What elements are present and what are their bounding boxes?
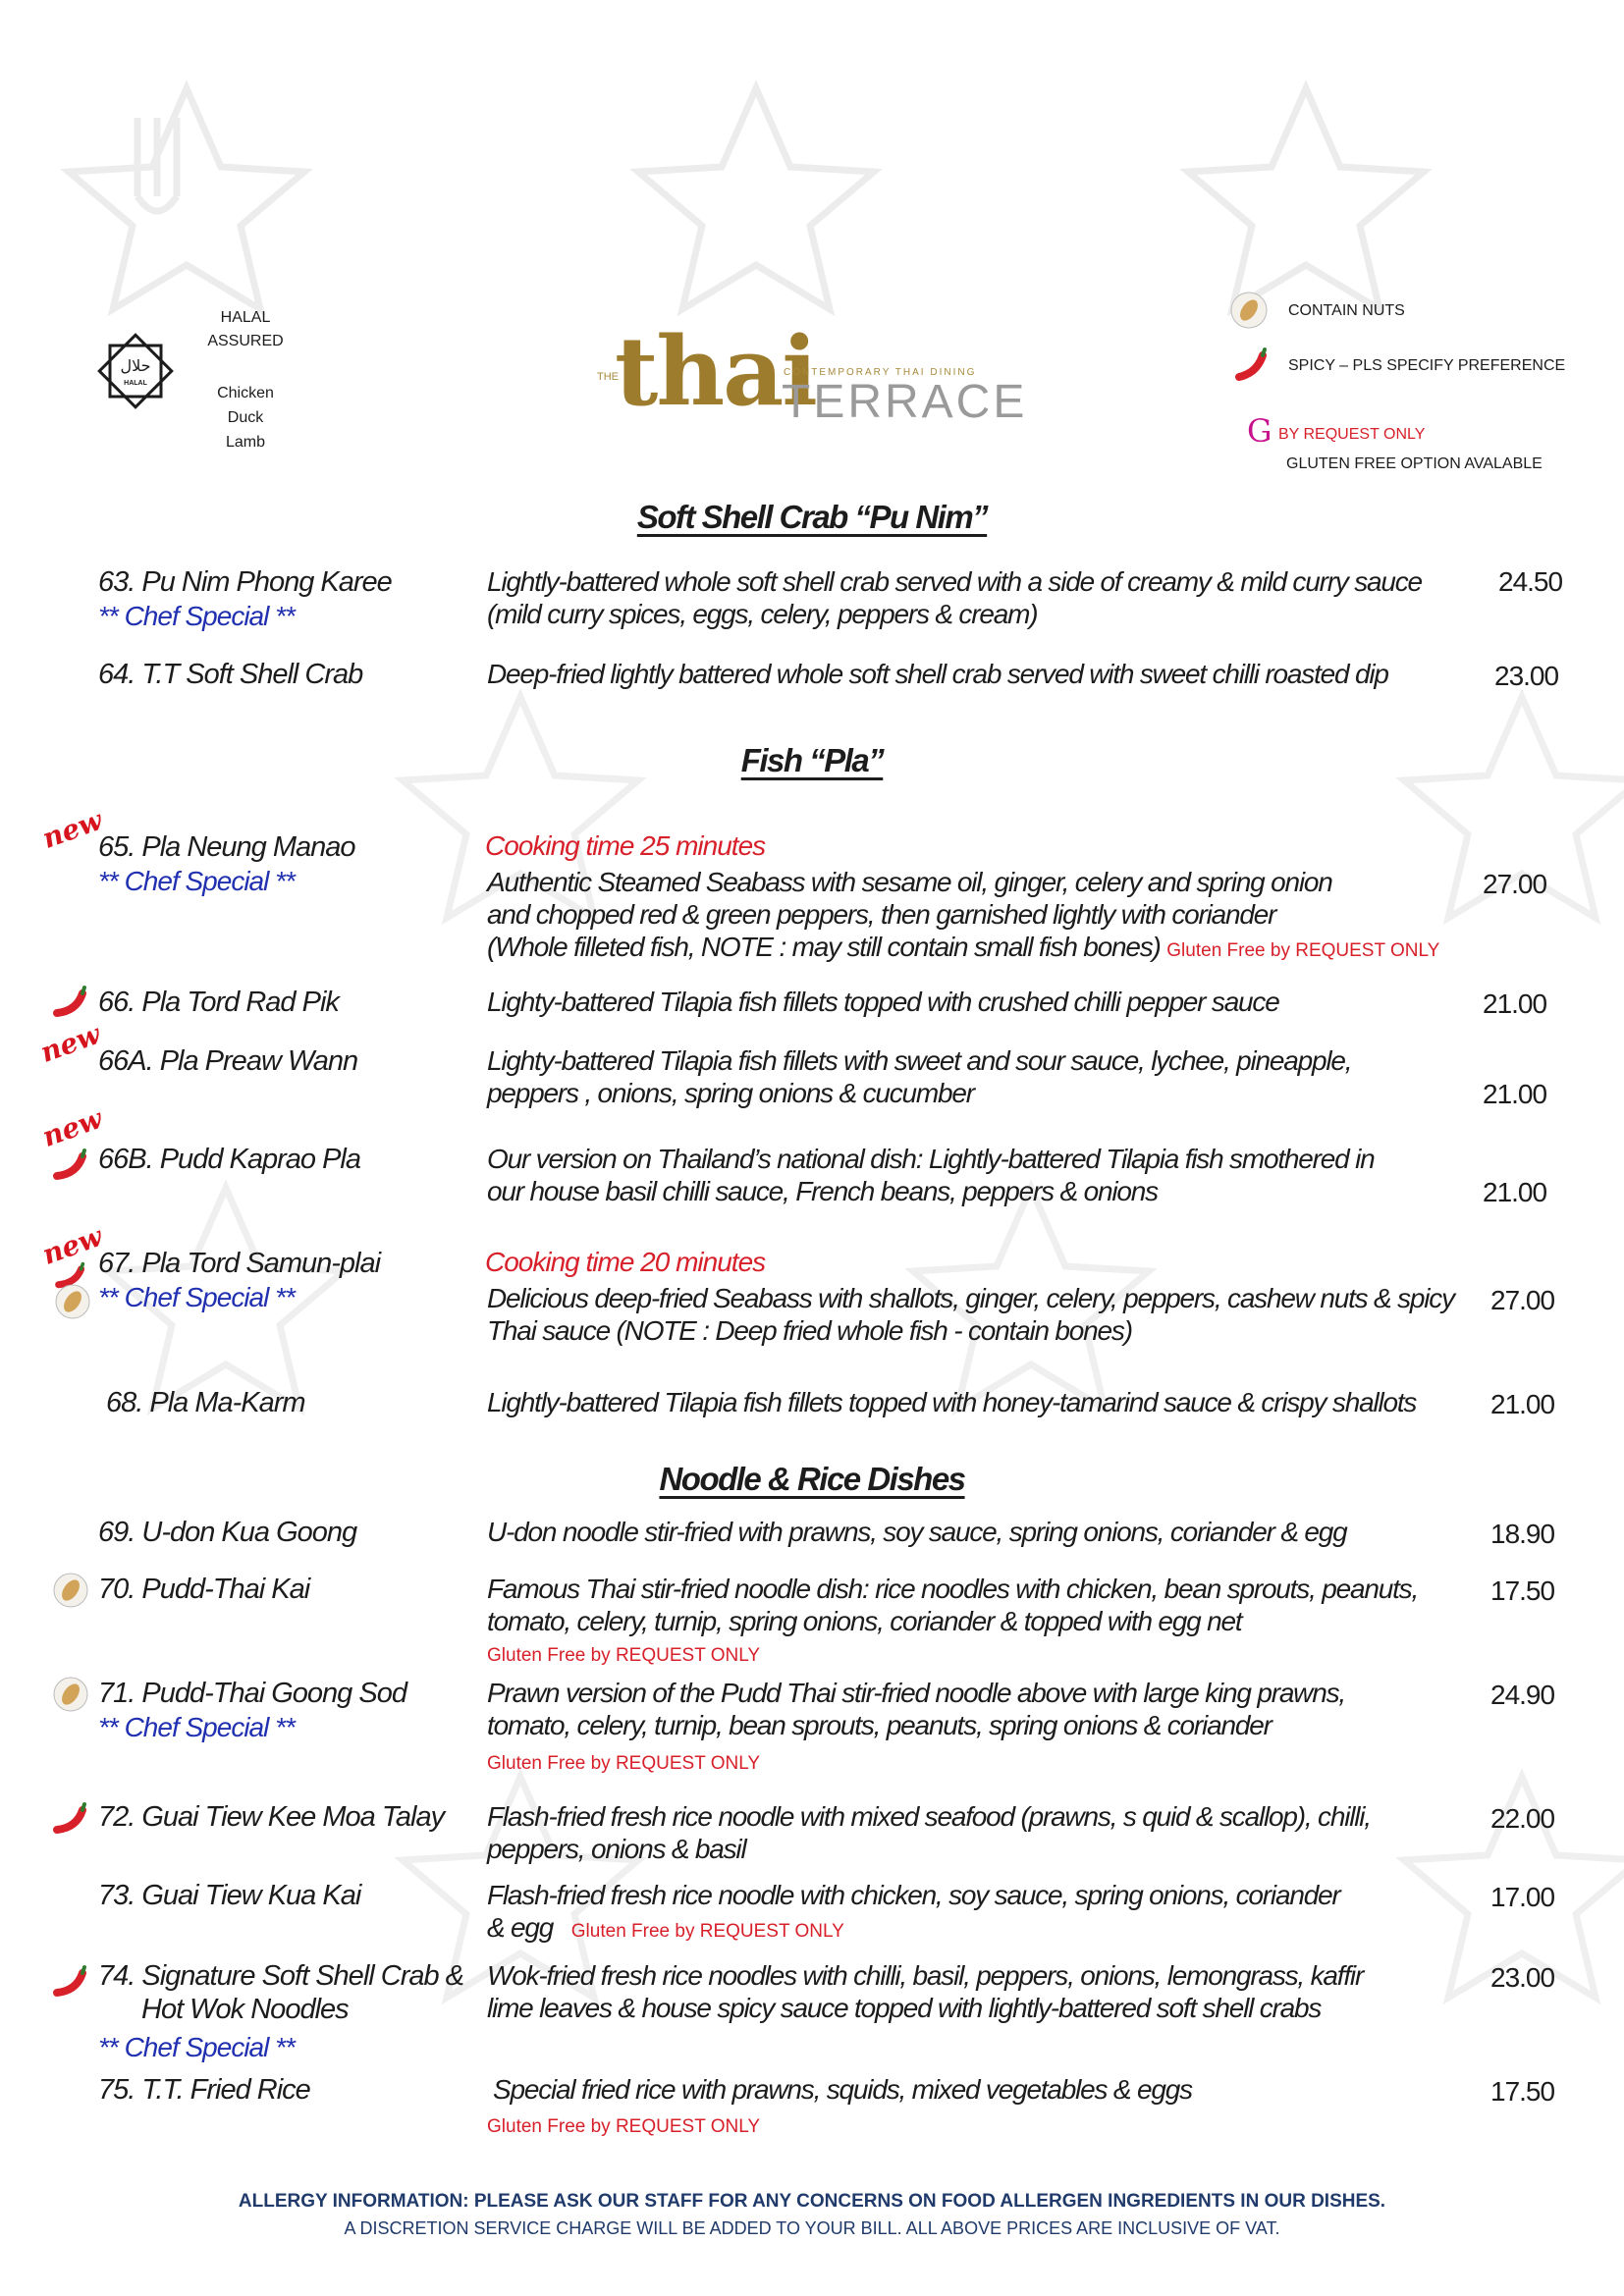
chef-special-65: ** Chef Special ** xyxy=(98,866,295,896)
logo-terrace: TERRACE xyxy=(782,376,1028,428)
meat-item: Lamb xyxy=(225,434,266,451)
dish-name-71: 71. Pudd-Thai Goong Sod xyxy=(98,1678,406,1709)
dish-name-70: 70. Pudd-Thai Kai xyxy=(98,1574,310,1605)
dish-price-63: 24.50 xyxy=(1498,566,1563,597)
dish-price-70: 17.50 xyxy=(1490,1575,1555,1606)
dish-name-67: 67. Pla Tord Samun-plai xyxy=(98,1248,381,1279)
legend-nuts: CONTAIN NUTS xyxy=(1288,302,1405,319)
dish-price-65: 27.00 xyxy=(1483,869,1547,899)
dish-name-66: 66. Pla Tord Rad Pik xyxy=(98,987,339,1018)
dish-name-74: 74. Signature Soft Shell Crab & Hot Wok Noodles xyxy=(98,1960,464,2025)
dish-desc-63: Lightly-battered whole soft shell crab served with a side of creamy & mild curry sauce (mild curry spices, eggs, celery, peppers & cream) xyxy=(487,566,1422,629)
chili-icon xyxy=(1231,344,1271,383)
legend-gluten-option: GLUTEN FREE OPTION AVALABLE xyxy=(1286,455,1543,472)
legend-gluten-request: BY REQUEST ONLY xyxy=(1278,426,1426,443)
dish-desc-68: Lightly-battered Tilapia fish fillets topped with honey-tamarind sauce & crispy shallots xyxy=(487,1387,1417,1417)
dish-price-67: 27.00 xyxy=(1490,1285,1555,1315)
dish-price-72: 22.00 xyxy=(1490,1803,1555,1834)
meat-item: Duck xyxy=(227,409,264,426)
chili-icon xyxy=(51,982,90,1021)
dish-desc-66b: Our version on Thailand’s national dish: Lightly-battered Tilapia fish smothered in our house basil chilli sauce, French beans, peppers & onions xyxy=(487,1144,1375,1206)
peanut-icon xyxy=(53,1282,92,1321)
dish-price-64: 23.00 xyxy=(1494,661,1559,691)
new-badge: new xyxy=(37,1101,107,1153)
peanut-icon xyxy=(1229,291,1269,330)
dish-price-71: 24.90 xyxy=(1490,1680,1555,1710)
restaurant-logo xyxy=(589,316,1028,442)
halal-label xyxy=(196,306,295,353)
dish-name-66b: 66B. Pudd Kaprao Pla xyxy=(98,1144,360,1175)
gluten-free-note-71: Gluten Free by REQUEST ONLY xyxy=(487,1753,761,1774)
new-badge: new xyxy=(37,803,107,855)
section-title-noodle: Noodle & Rice Dishes xyxy=(659,1461,965,1497)
dish-desc-67: Delicious deep-fried Seabass with shallots, ginger, celery, peppers, cashew nuts & spicy Thai sauce (NOTE : Deep fried whole fish - contain bones) xyxy=(487,1283,1454,1346)
dish-name-66a: 66A. Pla Preaw Wann xyxy=(98,1045,358,1077)
logo-thai: thai xyxy=(615,316,816,427)
dish-price-74: 23.00 xyxy=(1490,1962,1555,1993)
dish-name-64: 64. T.T Soft Shell Crab xyxy=(98,659,363,690)
dish-desc-66: Lighty-battered Tilapia fish fillets topped with crushed chilli pepper sauce xyxy=(487,987,1279,1017)
logo-tagline: CONTEMPORARY THAI DINING xyxy=(784,367,977,378)
dish-desc-75: Special fried rice with prawns, squids, mixed vegetables & eggs xyxy=(493,2074,1192,2105)
vat-notice: A DISCRETION SERVICE CHARGE WILL BE ADDED TO YOUR BILL. ALL ABOVE PRICES ARE INCLUSIVE OF VAT. xyxy=(344,2218,1280,2238)
dish-desc-69: U-don noodle stir-fried with prawns, soy sauce, spring onions, coriander & egg xyxy=(487,1517,1347,1547)
dish-desc-74: Wok-fried fresh rice noodles with chilli, basil, peppers, onions, lemongrass, kaffir lime leaves & house spicy sauce topped with lightly-battered soft shell crabs xyxy=(487,1960,1364,2023)
dish-name-68: 68. Pla Ma-Karm xyxy=(106,1387,305,1418)
chef-special-74: ** Chef Special ** xyxy=(98,2032,295,2062)
watermark-logo xyxy=(609,59,903,353)
halal-meat-list xyxy=(196,381,295,454)
dish-price-73: 17.00 xyxy=(1490,1882,1555,1912)
new-badge: new xyxy=(37,1219,107,1271)
section-title-fish: Fish “Pla” xyxy=(740,742,884,778)
gluten-free-note-70: Gluten Free by REQUEST ONLY xyxy=(487,1645,761,1666)
dish-price-66: 21.00 xyxy=(1483,988,1547,1019)
dish-name-72: 72. Guai Tiew Kee Moa Talay xyxy=(98,1801,445,1833)
gluten-free-note-65: Gluten Free by REQUEST ONLY xyxy=(1166,940,1440,961)
legend-spicy: SPICY – PLS SPECIFY PREFERENCE xyxy=(1288,357,1566,374)
dish-price-66b: 21.00 xyxy=(1483,1177,1547,1207)
dish-desc-71: Prawn version of the Pudd Thai stir-fried noodle above with large king prawns, tomato, celery, turnip, bean sprouts, peanuts, spring onions & coriander xyxy=(487,1678,1345,1740)
dish-desc-64: Deep-fried lightly battered whole soft shell crab served with sweet chilli roasted dip xyxy=(487,659,1388,689)
dish-desc-65: Authentic Steamed Seabass with sesame oil, ginger, celery and spring onion and chopped red & green peppers, then garnished lightly with coriander (Whole filleted fish, NOTE : may still contain small fish bones) Gluten Free by REQUEST ONLY xyxy=(487,867,1440,962)
peanut-icon xyxy=(51,1675,90,1714)
dish-desc-66a: Lighty-battered Tilapia fish fillets with sweet and sour sauce, lychee, pineapple, peppers , onions, spring onions & cucumber xyxy=(487,1045,1352,1108)
dish-name-63: 63. Pu Nim Phong Karee xyxy=(98,566,392,598)
cooking-time-67: Cooking time 20 minutes xyxy=(485,1247,766,1277)
chef-special-67: ** Chef Special ** xyxy=(98,1282,295,1312)
logo-the: THE xyxy=(597,371,619,383)
dish-desc-72: Flash-fried fresh rice noodle with mixed seafood (prawns, s quid & scallop), chilli, peppers, onions & basil xyxy=(487,1801,1371,1864)
chef-special-71: ** Chef Special ** xyxy=(98,1712,295,1742)
dish-price-66a: 21.00 xyxy=(1483,1079,1547,1109)
dish-price-68: 21.00 xyxy=(1490,1389,1555,1419)
dish-name-73: 73. Guai Tiew Kua Kai xyxy=(98,1880,361,1911)
cooking-time-65: Cooking time 25 minutes xyxy=(485,830,766,861)
new-badge: new xyxy=(35,1017,105,1069)
chili-icon xyxy=(51,1145,90,1184)
dish-name-69: 69. U-don Kua Goong xyxy=(98,1517,357,1548)
chili-icon xyxy=(51,1798,90,1838)
allergy-information: ALLERGY INFORMATION: PLEASE ASK OUR STAFF FOR ANY CONCERNS ON FOOD ALLERGEN INGREDIENTS IN OUR DISHES. xyxy=(238,2191,1386,2212)
dish-price-75: 17.50 xyxy=(1490,2076,1555,2107)
gluten-free-note-73: Gluten Free by REQUEST ONLY xyxy=(570,1921,844,1942)
peanut-icon xyxy=(51,1571,90,1610)
dish-name-65: 65. Pla Neung Manao xyxy=(98,831,355,863)
dish-desc-70: Famous Thai stir-fried noodle dish: rice noodles with chicken, bean sprouts, peanuts, tomato, celery, turnip, spring onions, coriander & topped with egg net xyxy=(487,1574,1419,1636)
section-title-crab: Soft Shell Crab “Pu Nim” xyxy=(636,499,988,535)
halal-badge-word: HALAL xyxy=(124,380,147,387)
dish-price-69: 18.90 xyxy=(1490,1519,1555,1549)
chef-special-63: ** Chef Special ** xyxy=(98,601,295,631)
halal-line1: HALAL xyxy=(220,309,271,326)
chili-icon xyxy=(51,1961,90,2001)
gluten-free-note-75: Gluten Free by REQUEST ONLY xyxy=(487,2116,761,2137)
dish-desc-73: Flash-fried fresh rice noodle with chicken, soy sauce, spring onions, coriander & egg Gluten Free by REQUEST ONLY xyxy=(487,1880,1340,1943)
halal-arabic-text: حلال xyxy=(120,356,151,375)
gluten-g-icon: G xyxy=(1247,412,1272,450)
halal-badge-icon xyxy=(96,332,175,410)
dish-name-75: 75. T.T. Fried Rice xyxy=(98,2074,310,2106)
halal-line2: ASSURED xyxy=(207,333,284,349)
meat-item: Chicken xyxy=(217,385,274,401)
